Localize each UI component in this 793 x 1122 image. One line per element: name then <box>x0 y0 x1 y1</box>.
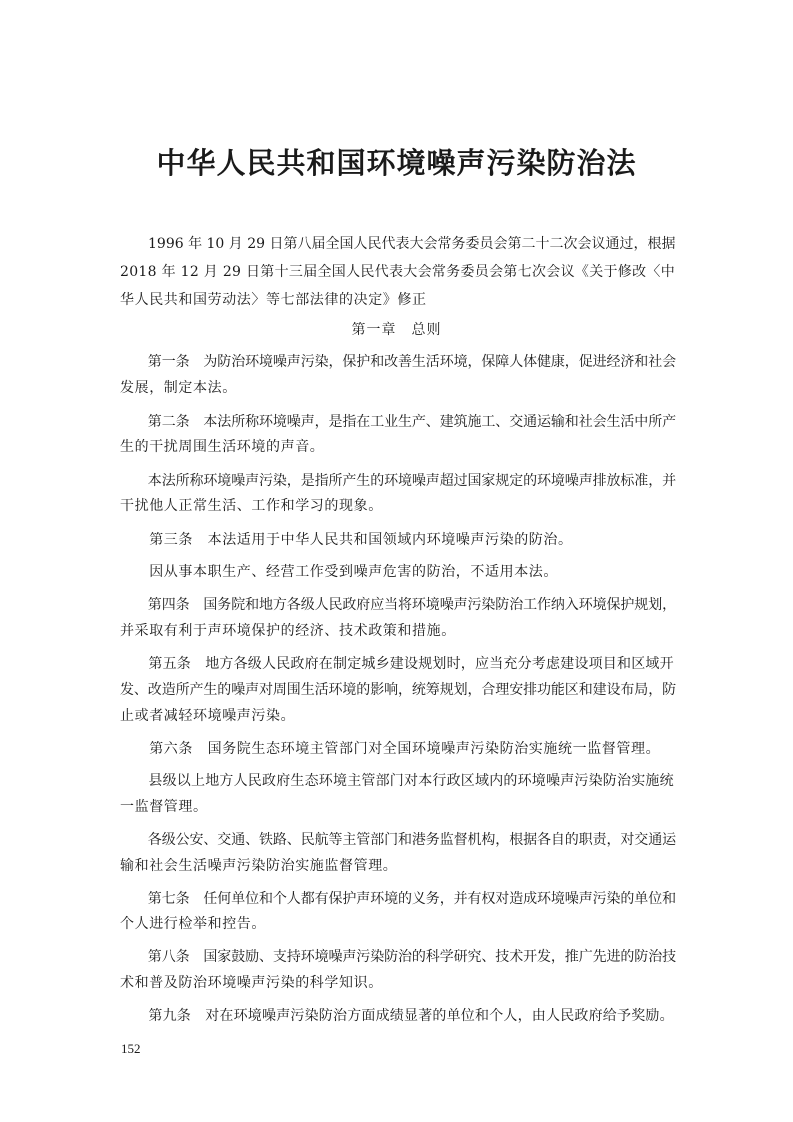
body-line: 发、改造所产生的噪声对周围生活环境的影响，统筹规划，合理安排功能区和建设布局，防 <box>120 682 676 698</box>
body-line: 第一条 为防治环境噪声污染，保护和改善生活环境，保障人体健康，促进经济和社会 <box>120 354 676 370</box>
body-line: 发展，制定本法。 <box>120 380 237 396</box>
body-line: 术和普及防治环境噪声污染的科学知识。 <box>120 975 383 991</box>
body-line: 输和社会生活噪声污染防治实施监督管理。 <box>120 858 398 874</box>
chapter-heading: 第一章 总则 <box>351 322 442 338</box>
body-line: 个人进行检举和控告。 <box>120 916 266 932</box>
page-number: 152 <box>121 1041 141 1056</box>
body-line: 第三条 本法适用于中华人民共和国领域内环境噪声污染的防治。 <box>120 532 573 548</box>
body-line: 生的干扰周围生活环境的声音。 <box>120 439 325 455</box>
preamble-line: 华人民共和国劳动法〉等七部法律的决定》修正 <box>120 292 427 308</box>
body-line: 并采取有利于声环境保护的经济、技术政策和措施。 <box>120 623 456 639</box>
body-line: 本法所称环境噪声污染，是指所产生的环境噪声超过国家规定的环境噪声排放标准，并 <box>120 473 676 489</box>
body-line: 第九条 对在环境噪声污染防治方面成绩显著的单位和个人，由人民政府给予奖励。 <box>120 1008 674 1024</box>
preamble-line: 1996 年 10 月 29 日第八届全国人民代表大会常务委员会第二十二次会议通过，根据 <box>120 236 676 252</box>
body-line: 第八条 国家鼓励、支持环境噪声污染防治的科学研究、技术开发，推广先进的防治技 <box>120 949 676 965</box>
body-line: 因从事本职生产、经营工作受到噪声危害的防治，不适用本法。 <box>120 564 558 580</box>
body-line: 干扰他人正常生活、工作和学习的现象。 <box>120 498 383 514</box>
body-line: 第二条 本法所称环境噪声，是指在工业生产、建筑施工、交通运输和社会生活中所产 <box>120 414 676 430</box>
body-line: 第六条 国务院生态环境主管部门对全国环境噪声污染防治实施统一监督管理。 <box>120 741 661 757</box>
body-line: 止或者减轻环境噪声污染。 <box>120 708 296 724</box>
body-line: 第四条 国务院和地方各级人民政府应当将环境噪声污染防治工作纳入环境保护规划， <box>120 597 676 613</box>
document-title: 中华人民共和国环境噪声污染防治法 <box>156 146 637 180</box>
body-line: 第七条 任何单位和个人都有保护声环境的义务，并有权对造成环境噪声污染的单位和 <box>120 891 676 907</box>
body-line: 第五条 地方各级人民政府在制定城乡建设规划时，应当充分考虑建设项目和区域开 <box>120 656 674 672</box>
preamble-line: 2018 年 12 月 29 日第十三届全国人民代表大会常务委员会第七次会议《关于修改〈中 <box>120 264 676 280</box>
body-line: 各级公安、交通、铁路、民航等主管部门和港务监督机构，根据各自的职责，对交通运 <box>120 832 676 848</box>
body-line: 一监督管理。 <box>120 799 208 815</box>
body-line: 县级以上地方人民政府生态环境主管部门对本行政区域内的环境噪声污染防治实施统 <box>120 773 674 789</box>
